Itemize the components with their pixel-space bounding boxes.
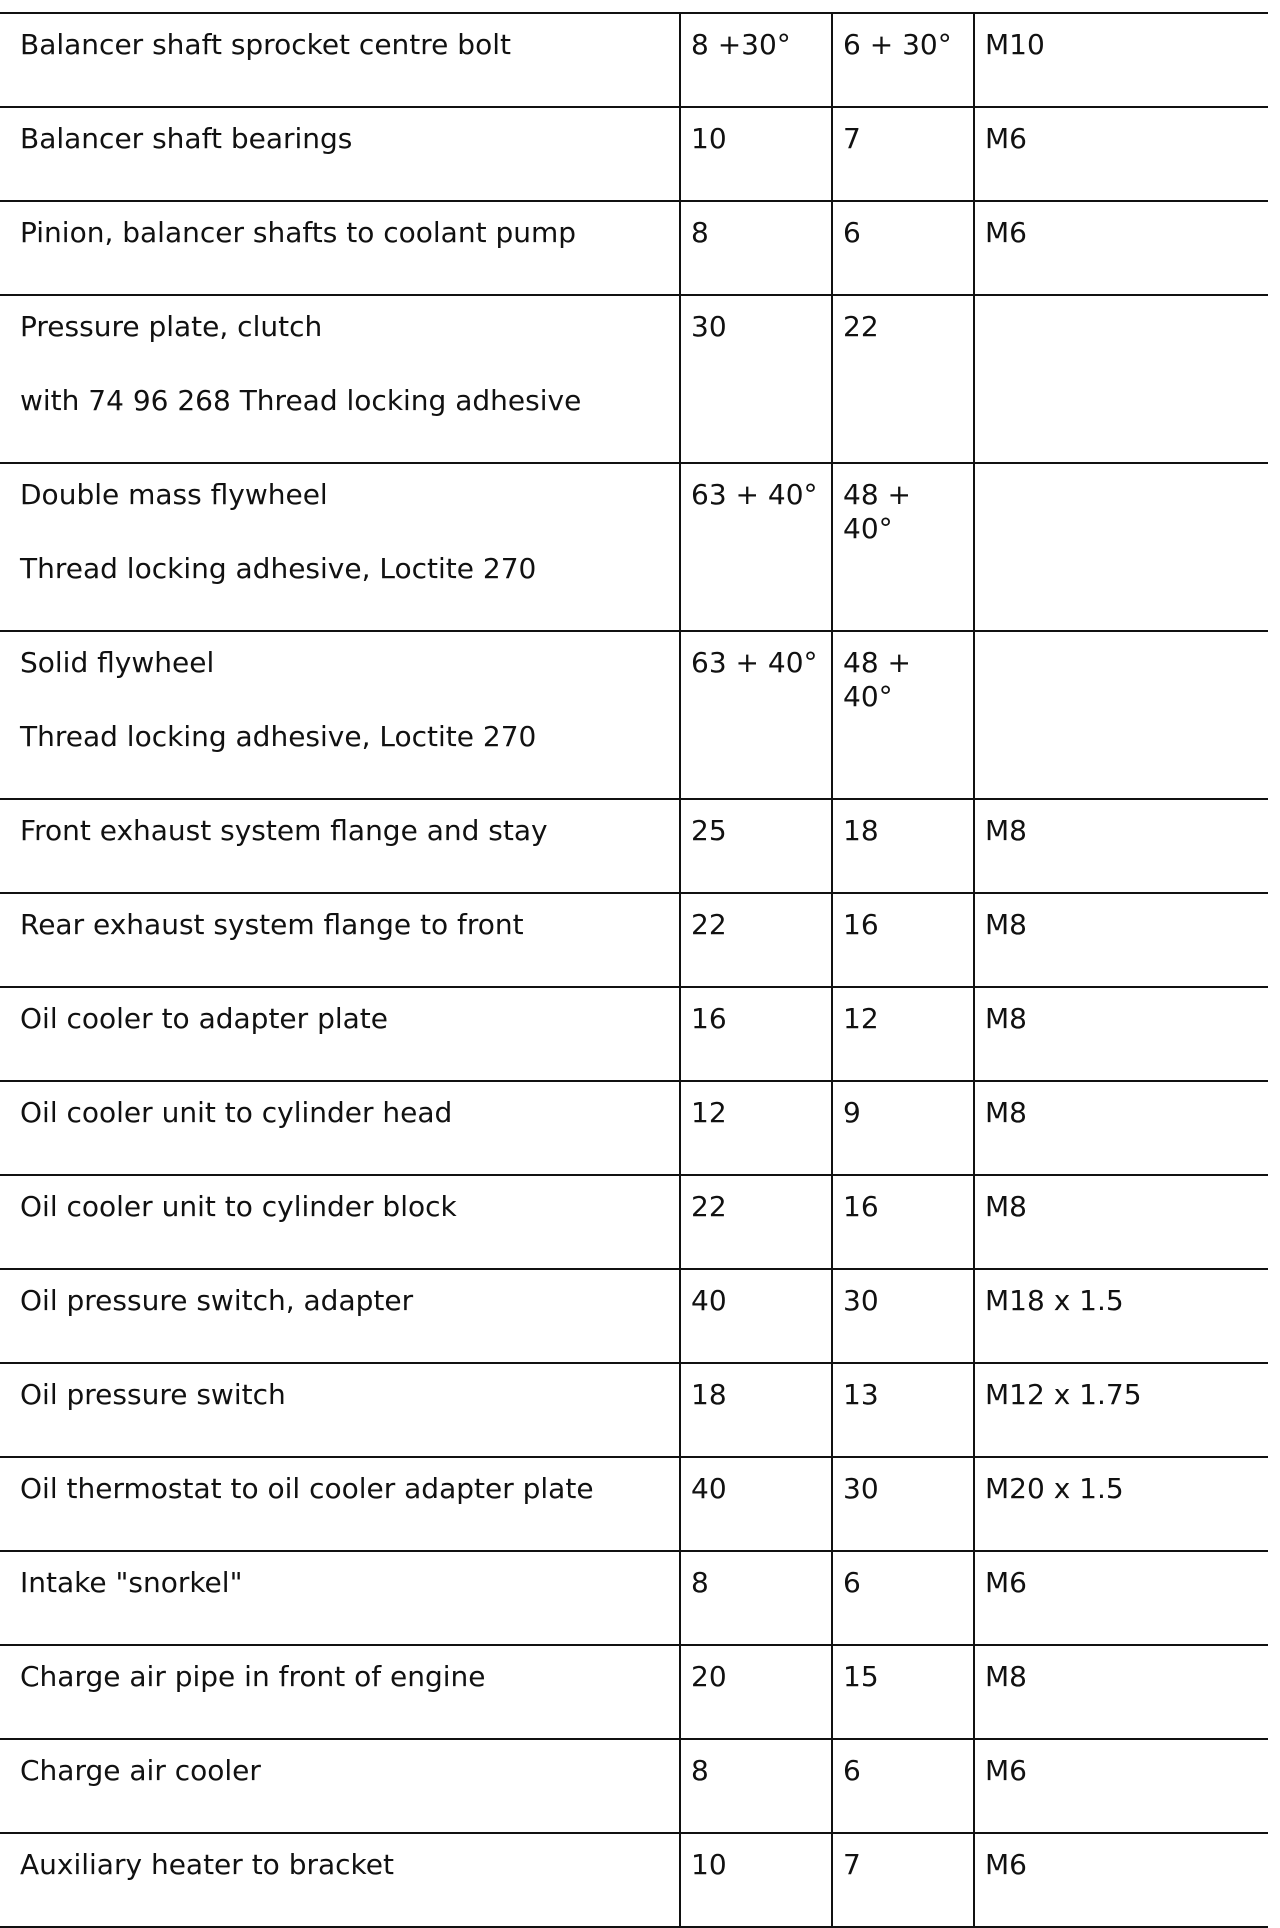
table-row (0, 631, 1268, 799)
torque-lbf-cell (832, 1739, 974, 1833)
torque-lbf-value: 48 + 40° (843, 646, 911, 713)
description-note: Thread locking adhesive, Loctite 270 (20, 720, 537, 753)
torque-nm-value: 16 (691, 1002, 727, 1035)
torque-nm-cell (680, 1551, 832, 1645)
thread-size-value: M8 (985, 1660, 1027, 1693)
description-note: Thread locking adhesive, Loctite 270 (20, 552, 537, 585)
thread-size-value: M8 (985, 908, 1027, 941)
torque-table-body (0, 13, 1268, 1927)
thread-size-cell (974, 631, 1268, 799)
thread-size-cell (974, 295, 1268, 463)
torque-lbf-value: 7 (843, 122, 861, 155)
description-text: Oil cooler unit to cylinder block (20, 1190, 457, 1223)
description-text: Pinion, balancer shafts to coolant pump (20, 216, 577, 249)
description-cell (0, 1363, 680, 1457)
thread-size-cell (974, 1551, 1268, 1645)
description-text: Oil cooler to adapter plate (20, 1002, 388, 1035)
description-text: Oil cooler unit to cylinder head (20, 1096, 453, 1129)
thread-size-value: M6 (985, 216, 1027, 249)
description-cell (0, 631, 680, 799)
description-cell (0, 1833, 680, 1927)
torque-lbf-cell (832, 631, 974, 799)
table-row (0, 893, 1268, 987)
torque-lbf-value: 6 (843, 1754, 861, 1787)
table-row (0, 1739, 1268, 1833)
description-note: with 74 96 268 Thread locking adhesive (20, 384, 582, 417)
description-cell (0, 893, 680, 987)
table-row (0, 1175, 1268, 1269)
table-row (0, 1833, 1268, 1927)
torque-nm-cell (680, 1739, 832, 1833)
table-row (0, 201, 1268, 295)
description-cell (0, 1175, 680, 1269)
description-cell (0, 1269, 680, 1363)
table-row (0, 799, 1268, 893)
description-cell (0, 295, 680, 463)
torque-nm-value: 40 (691, 1284, 727, 1317)
torque-nm-cell (680, 1645, 832, 1739)
description-cell (0, 1081, 680, 1175)
table-row (0, 107, 1268, 201)
torque-lbf-value: 6 + 30° (843, 28, 952, 61)
thread-size-cell (974, 987, 1268, 1081)
torque-lbf-value: 6 (843, 216, 861, 249)
torque-nm-cell (680, 1175, 832, 1269)
torque-lbf-cell (832, 1175, 974, 1269)
thread-size-value: M6 (985, 1566, 1027, 1599)
description-cell (0, 987, 680, 1081)
torque-lbf-cell (832, 1833, 974, 1927)
torque-lbf-value: 9 (843, 1096, 861, 1129)
thread-size-value: M18 x 1.5 (985, 1284, 1124, 1317)
thread-size-value: M8 (985, 1096, 1027, 1129)
torque-nm-value: 18 (691, 1378, 727, 1411)
torque-nm-value: 63 + 40° (691, 478, 818, 511)
table-row (0, 987, 1268, 1081)
torque-nm-cell (680, 201, 832, 295)
torque-lbf-cell (832, 1269, 974, 1363)
description-cell (0, 201, 680, 295)
torque-lbf-cell (832, 295, 974, 463)
description-cell (0, 1645, 680, 1739)
table-row (0, 1551, 1268, 1645)
table-row (0, 1363, 1268, 1457)
thread-size-value: M10 (985, 28, 1045, 61)
torque-nm-value: 25 (691, 814, 727, 847)
torque-lbf-value: 6 (843, 1566, 861, 1599)
thread-size-cell (974, 107, 1268, 201)
torque-nm-cell (680, 987, 832, 1081)
thread-size-value: M6 (985, 122, 1027, 155)
description-cell (0, 1551, 680, 1645)
thread-size-value: M8 (985, 1002, 1027, 1035)
thread-size-cell (974, 1081, 1268, 1175)
table-row (0, 463, 1268, 631)
torque-lbf-value: 30 (843, 1284, 879, 1317)
torque-nm-cell (680, 1081, 832, 1175)
thread-size-cell (974, 1363, 1268, 1457)
table-row (0, 1269, 1268, 1363)
torque-nm-cell (680, 1363, 832, 1457)
torque-nm-value: 8 (691, 1754, 709, 1787)
thread-size-cell (974, 893, 1268, 987)
torque-nm-cell (680, 1457, 832, 1551)
torque-lbf-cell (832, 107, 974, 201)
torque-nm-value: 12 (691, 1096, 727, 1129)
thread-size-value: M8 (985, 814, 1027, 847)
torque-lbf-value: 15 (843, 1660, 879, 1693)
description-text: Oil thermostat to oil cooler adapter plate (20, 1472, 594, 1505)
table-row (0, 13, 1268, 107)
torque-lbf-cell (832, 893, 974, 987)
torque-nm-cell (680, 13, 832, 107)
description-text: Balancer shaft bearings (20, 122, 353, 155)
thread-size-cell (974, 1833, 1268, 1927)
description-text: Pressure plate, clutch (20, 310, 323, 343)
description-text: Intake "snorkel" (20, 1566, 243, 1599)
torque-lbf-value: 13 (843, 1378, 879, 1411)
description-text: Solid flywheel (20, 646, 215, 679)
description-text: Charge air cooler (20, 1754, 261, 1787)
torque-lbf-cell (832, 987, 974, 1081)
thread-size-cell (974, 1645, 1268, 1739)
torque-nm-cell (680, 893, 832, 987)
thread-size-cell (974, 1457, 1268, 1551)
thread-size-cell (974, 13, 1268, 107)
thread-size-value: M20 x 1.5 (985, 1472, 1124, 1505)
thread-size-cell (974, 1175, 1268, 1269)
torque-lbf-cell (832, 1551, 974, 1645)
torque-lbf-value: 12 (843, 1002, 879, 1035)
thread-size-cell (974, 1269, 1268, 1363)
torque-lbf-value: 30 (843, 1472, 879, 1505)
torque-lbf-cell (832, 463, 974, 631)
torque-lbf-cell (832, 1645, 974, 1739)
torque-lbf-cell (832, 13, 974, 107)
table-row (0, 1081, 1268, 1175)
thread-size-cell (974, 463, 1268, 631)
thread-size-cell (974, 1739, 1268, 1833)
description-cell (0, 1739, 680, 1833)
thread-size-value: M12 x 1.75 (985, 1378, 1142, 1411)
description-text: Balancer shaft sprocket centre bolt (20, 28, 511, 61)
torque-nm-value: 8 (691, 1566, 709, 1599)
thread-size-value: M6 (985, 1848, 1027, 1881)
torque-lbf-cell (832, 1081, 974, 1175)
description-text: Double mass flywheel (20, 478, 328, 511)
description-text: Rear exhaust system flange to front (20, 908, 524, 941)
torque-nm-value: 8 (691, 216, 709, 249)
thread-size-value: M8 (985, 1190, 1027, 1223)
description-cell (0, 799, 680, 893)
torque-lbf-value: 18 (843, 814, 879, 847)
torque-nm-cell (680, 1269, 832, 1363)
description-cell (0, 463, 680, 631)
thread-size-value: M6 (985, 1754, 1027, 1787)
torque-lbf-value: 16 (843, 1190, 879, 1223)
table-row (0, 295, 1268, 463)
torque-nm-value: 63 + 40° (691, 646, 818, 679)
torque-lbf-value: 16 (843, 908, 879, 941)
torque-lbf-value: 22 (843, 310, 879, 343)
description-text: Oil pressure switch (20, 1378, 286, 1411)
torque-nm-value: 22 (691, 908, 727, 941)
torque-lbf-cell (832, 201, 974, 295)
table-row (0, 1645, 1268, 1739)
torque-nm-cell (680, 463, 832, 631)
torque-nm-value: 10 (691, 122, 727, 155)
torque-lbf-cell (832, 799, 974, 893)
torque-nm-value: 20 (691, 1660, 727, 1693)
torque-table (0, 12, 1268, 1928)
torque-nm-value: 30 (691, 310, 727, 343)
torque-nm-cell (680, 295, 832, 463)
description-text: Auxiliary heater to bracket (20, 1848, 394, 1881)
torque-lbf-value: 7 (843, 1848, 861, 1881)
torque-nm-value: 22 (691, 1190, 727, 1223)
torque-lbf-value: 48 + 40° (843, 478, 911, 545)
description-text: Front exhaust system flange and stay (20, 814, 548, 847)
description-cell (0, 13, 680, 107)
description-text: Oil pressure switch, adapter (20, 1284, 414, 1317)
description-text: Charge air pipe in front of engine (20, 1660, 486, 1693)
torque-nm-value: 40 (691, 1472, 727, 1505)
thread-size-cell (974, 201, 1268, 295)
torque-nm-value: 10 (691, 1848, 727, 1881)
torque-lbf-cell (832, 1457, 974, 1551)
torque-lbf-cell (832, 1363, 974, 1457)
torque-nm-cell (680, 1833, 832, 1927)
description-cell (0, 1457, 680, 1551)
torque-nm-cell (680, 799, 832, 893)
thread-size-cell (974, 799, 1268, 893)
torque-nm-cell (680, 631, 832, 799)
torque-nm-cell (680, 107, 832, 201)
table-row (0, 1457, 1268, 1551)
description-cell (0, 107, 680, 201)
torque-nm-value: 8 +30° (691, 28, 791, 61)
